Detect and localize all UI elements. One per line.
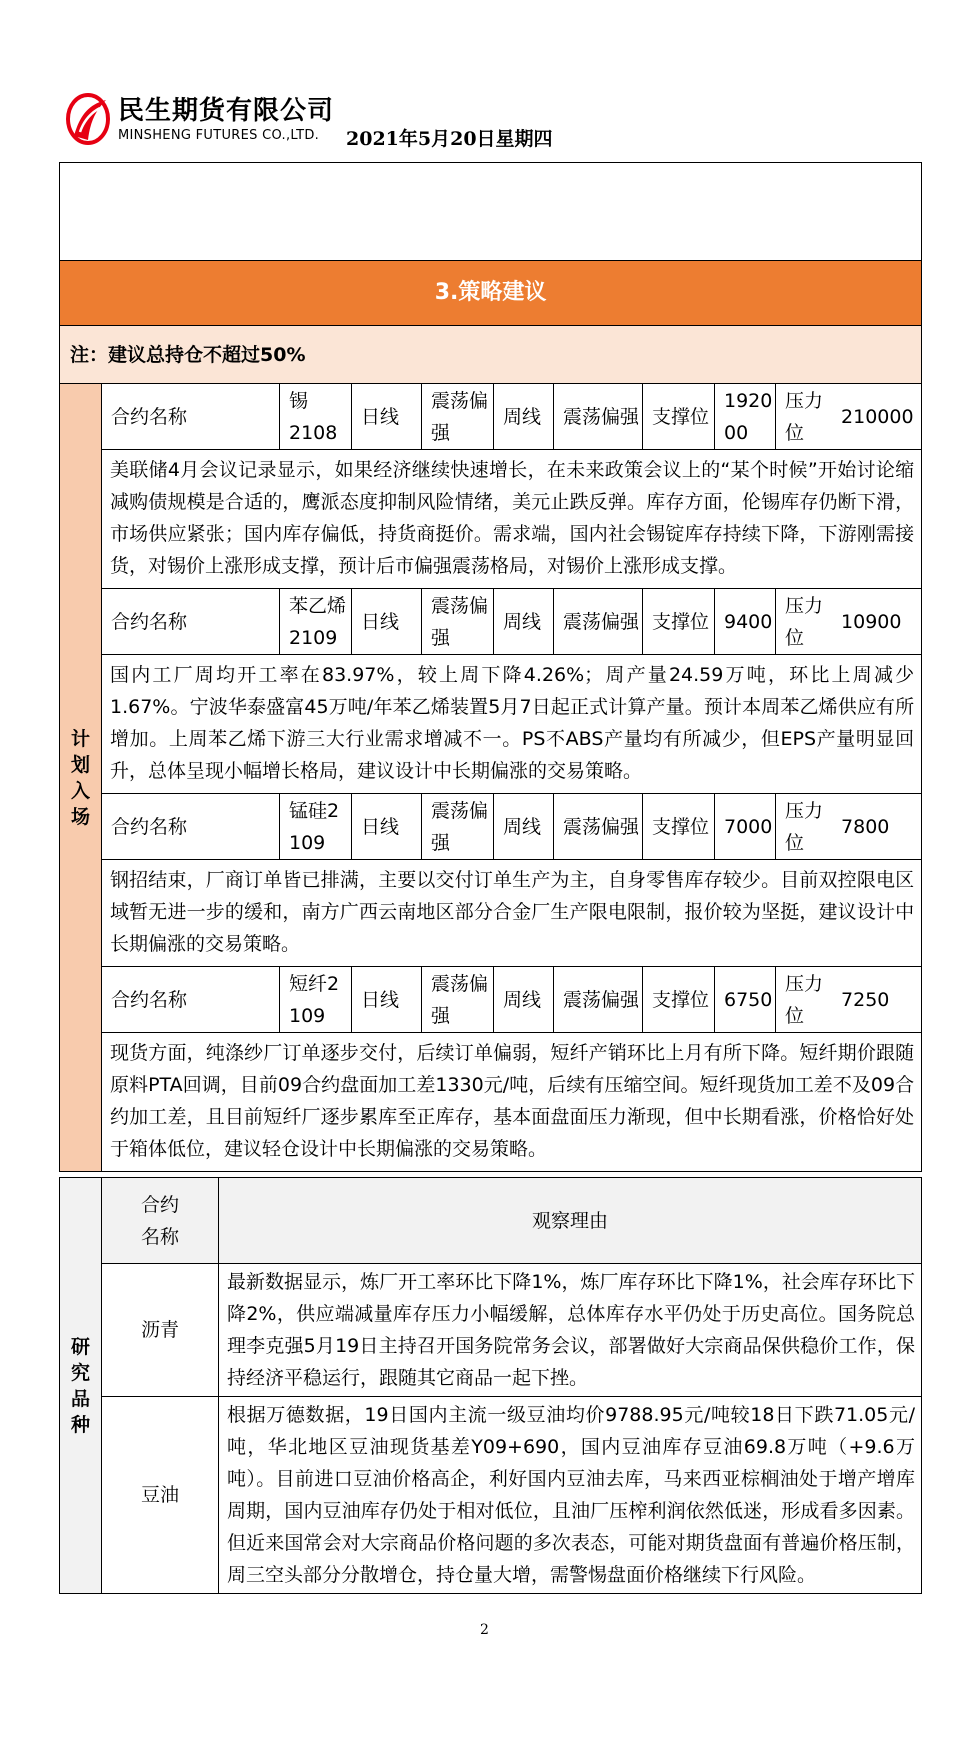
- daily-trend: 震荡偏强: [422, 967, 494, 1033]
- support-label: 支撑位: [643, 794, 715, 860]
- research-item-name: 沥青: [102, 1264, 219, 1397]
- daily-trend: 震荡偏强: [422, 589, 494, 655]
- contract-row: [60, 589, 922, 655]
- resistance-cell: [776, 967, 922, 1033]
- contract-row: [60, 794, 922, 860]
- contract-description: 美联储4月会议记录显示，如果经济继续快速增长，在未来政策会议上的“某个时候”开始讨论缩减购债规模是合适的，鹰派态度抑制风险情绪，美元止跌反弹。库存方面，伦锡库存仍断下滑，市场供应紧张；国内库存偏低，持货商挺价。需求端，国内社会锡锭库存持续下降，下游刚需接货，对锡价上涨形成支撑，预计后市偏强震荡格局，对锡价上涨形成支撑。: [102, 450, 922, 589]
- weekly-label: 周线: [494, 589, 554, 655]
- resistance-label: 压力位: [785, 389, 824, 444]
- daily-label: 日线: [352, 967, 422, 1033]
- contract-row: [60, 967, 922, 1033]
- research-table: [59, 1177, 922, 1594]
- contract-desc-row: [60, 1033, 922, 1172]
- contract-desc-row: [60, 655, 922, 794]
- research-item-reason: 最新数据显示，炼厂开工率环比下降1%，炼厂库存环比下降1%，社会库存环比下降2%，供应端减量库存压力小幅缓解，总体库存水平仍处于历史高位。国务院总理李克强5月19日主持召开国务院常务会议，部署做好大宗商品保供稳价工作，保持经济平稳运行，跟随其它商品一起下挫。: [219, 1264, 922, 1397]
- resistance-cell: [776, 794, 922, 860]
- note-row: [60, 326, 922, 384]
- company-name-cn: 民生期货有限公司: [118, 96, 335, 126]
- contract-name: 短纤2109: [280, 967, 352, 1033]
- col-observation-reason: 观察理由: [219, 1178, 922, 1264]
- research-row: [60, 1264, 922, 1397]
- daily-label: 日线: [352, 794, 422, 860]
- minsheng-logo-icon: [66, 92, 112, 146]
- support-label: 支撑位: [643, 384, 715, 450]
- research-header-row: [60, 1178, 922, 1264]
- daily-trend: 震荡偏强: [422, 384, 494, 450]
- resistance-label: 压力位: [785, 594, 824, 649]
- contract-name: 锰硅2109: [280, 794, 352, 860]
- contract-label: 合约名称: [102, 794, 280, 860]
- support-label: 支撑位: [643, 967, 715, 1033]
- contract-row: [60, 384, 922, 450]
- contract-desc-row: [60, 450, 922, 589]
- weekly-label: 周线: [494, 967, 554, 1033]
- support-value: 6750: [715, 967, 776, 1033]
- blank-row: [60, 163, 922, 261]
- resistance-cell: [776, 384, 922, 450]
- resistance-value: 10900: [841, 610, 902, 633]
- weekly-trend: 震荡偏强: [554, 794, 643, 860]
- resistance-label: 压力位: [785, 799, 824, 854]
- document-header: [66, 88, 586, 154]
- daily-label: 日线: [352, 589, 422, 655]
- support-label: 支撑位: [643, 589, 715, 655]
- col-contract-name: 合约名称: [102, 1178, 219, 1264]
- weekly-trend: 震荡偏强: [554, 967, 643, 1033]
- strategy-table: [59, 162, 922, 1172]
- section-title: 3.策略建议: [60, 261, 922, 326]
- weekly-label: 周线: [494, 384, 554, 450]
- contract-label: 合约名称: [102, 589, 280, 655]
- weekly-trend: 震荡偏强: [554, 589, 643, 655]
- contract-name: 苯乙烯2109: [280, 589, 352, 655]
- research-item-reason: 根据万德数据，19日国内主流一级豆油均价9788.95元/吨较18日下跌71.05元/吨，华北地区豆油现货基差Y09+690，国内豆油库存豆油69.8万吨（+9.6万吨）。目前进口豆油价格高企，利好国内豆油去库，马来西亚棕榈油处于增产增库周期，国内豆油库存仍处于相对低位，且油厂压榨利润依然低迷，形成看多因素。但近来国常会对大宗商品价格问题的多次表态，可能对期货盘面有普遍价格压制，周三空头部分分散增仓，持仓量大增，需警惕盘面价格继续下行风险。: [219, 1397, 922, 1594]
- weekly-label: 周线: [494, 794, 554, 860]
- contract-description: 国内工厂周均开工率在83.97%，较上周下降4.26%；周产量24.59万吨，环比上周减少1.67%。宁波华泰盛富45万吨/年苯乙烯装置5月7日起正式计算产量。预计本周苯乙烯供应有所增加。上周苯乙烯下游三大行业需求增减不一。PS不ABS产量均有所减少，但EPS产量明显回升，总体呈现小幅增长格局，建议设计中长期偏涨的交易策略。: [102, 655, 922, 794]
- section-title-row: [60, 261, 922, 326]
- research-row: [60, 1397, 922, 1594]
- support-value: 192000: [715, 384, 776, 450]
- company-name-en: MINSHENG FUTURES CO.,LTD.: [118, 128, 320, 143]
- report-date: 2021年5月20日星期四: [346, 128, 553, 150]
- support-value: 9400: [715, 589, 776, 655]
- contract-label: 合约名称: [102, 384, 280, 450]
- resistance-label: 压力位: [785, 972, 824, 1027]
- contract-name: 锡2108: [280, 384, 352, 450]
- contract-label: 合约名称: [102, 967, 280, 1033]
- daily-label: 日线: [352, 384, 422, 450]
- resistance-value: 7800: [841, 815, 890, 838]
- research-side-label: 研究品种: [60, 1178, 102, 1594]
- resistance-value: 210000: [841, 405, 914, 428]
- page-number: 2: [480, 1622, 489, 1638]
- position-note: 注：建议总持仓不超过50%: [60, 326, 922, 384]
- contract-desc-row: [60, 860, 922, 967]
- contract-description: 现货方面，纯涤纱厂订单逐步交付，后续订单偏弱，短纤产销环比上月有所下降。短纤期价跟随原料PTA回调，目前09合约盘面加工差1330元/吨，后续有压缩空间。短纤现货加工差不及09合约加工差，且目前短纤厂逐步累库至正库存，基本面盘面压力渐现，但中长期看涨，价格恰好处于箱体低位，建议轻仓设计中长期偏涨的交易策略。: [102, 1033, 922, 1172]
- daily-trend: 震荡偏强: [422, 794, 494, 860]
- weekly-trend: 震荡偏强: [554, 384, 643, 450]
- resistance-cell: [776, 589, 922, 655]
- research-item-name: 豆油: [102, 1397, 219, 1594]
- contract-description: 钢招结束，厂商订单皆已排满，主要以交付订单生产为主，自身零售库存较少。目前双控限电区域暂无进一步的缓和，南方广西云南地区部分合金厂生产限电限制，报价较为坚挺，建议设计中长期偏涨的交易策略。: [102, 860, 922, 967]
- support-value: 7000: [715, 794, 776, 860]
- resistance-value: 7250: [841, 988, 890, 1011]
- plan-entry-side-label: 计划入场: [60, 384, 102, 1172]
